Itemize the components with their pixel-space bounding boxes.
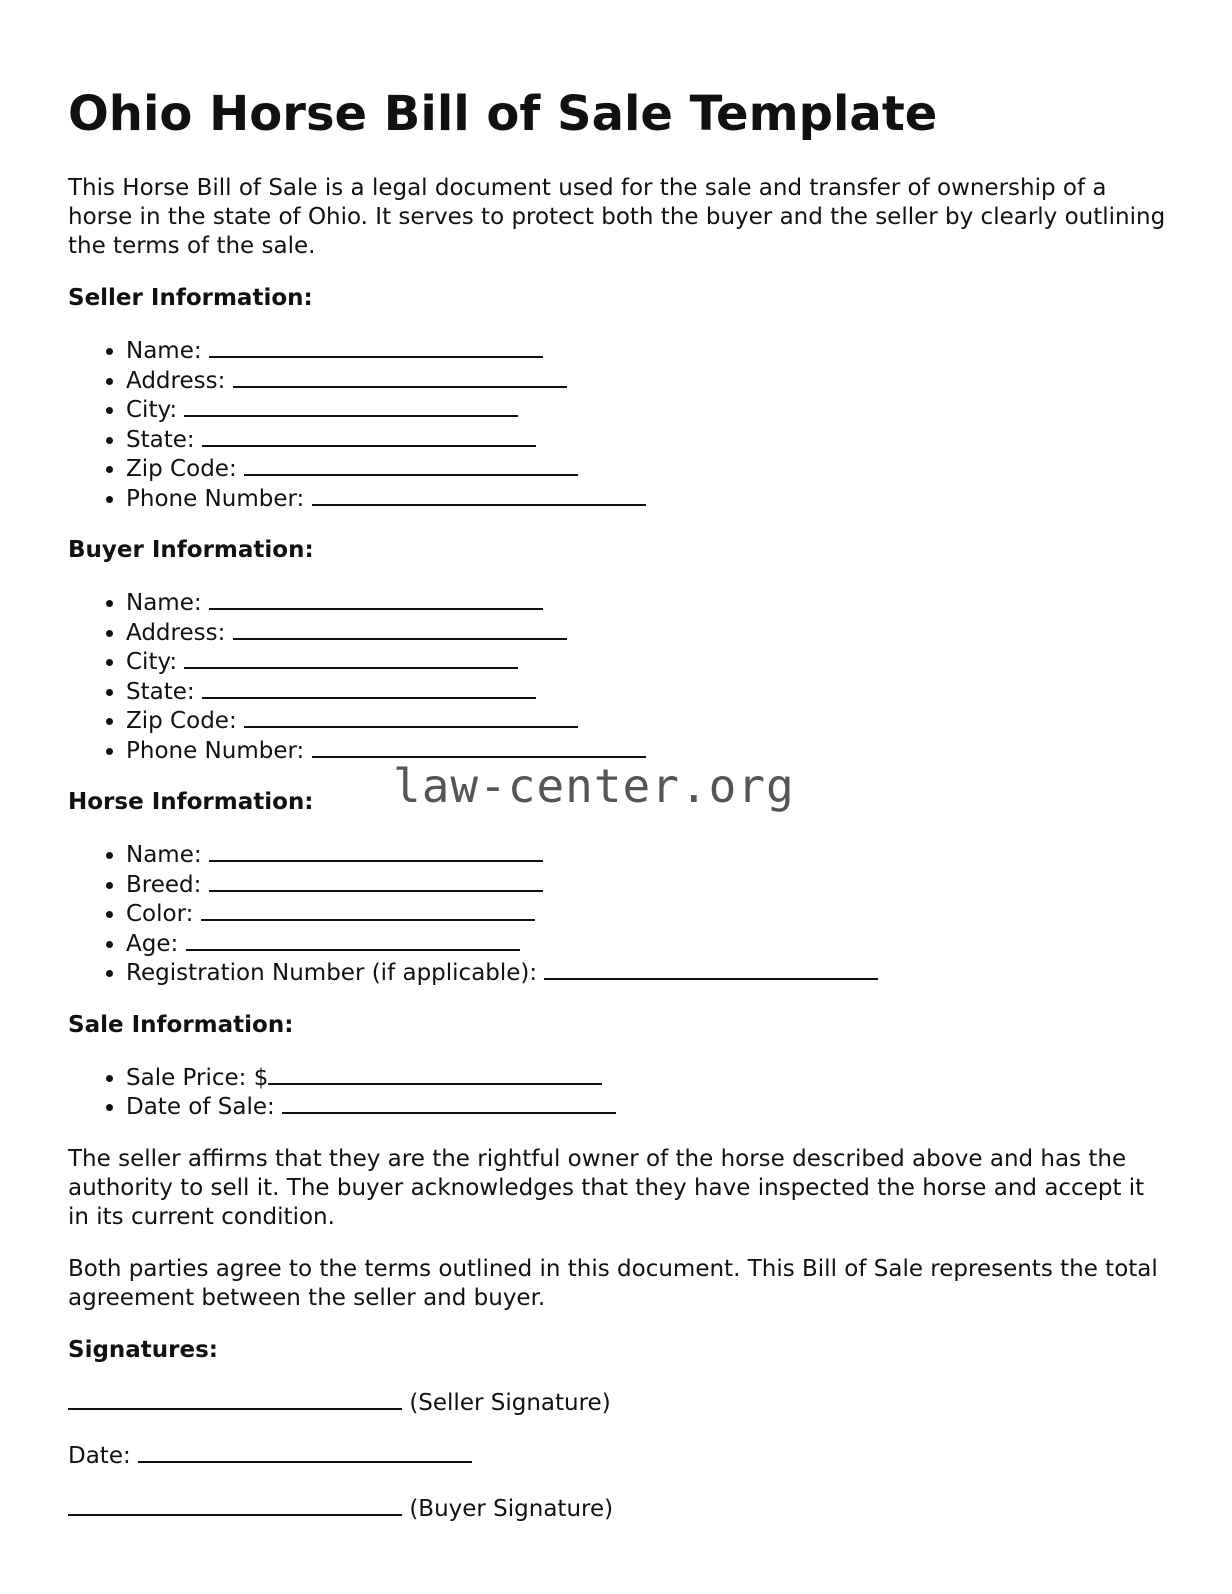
field-label: Registration Number (if applicable): <box>126 960 538 986</box>
fill-blank[interactable] <box>209 588 543 610</box>
field-label: Sale Price: $ <box>126 1064 269 1091</box>
seller-phone-field <box>126 484 1168 514</box>
fill-blank[interactable] <box>209 840 543 862</box>
sale-price-field <box>126 1063 1168 1093</box>
field-label: Address: <box>126 619 226 646</box>
fill-blank[interactable] <box>201 899 535 921</box>
fill-blank[interactable] <box>202 425 536 447</box>
fill-blank[interactable] <box>233 618 567 640</box>
seller-address-field <box>126 366 1168 396</box>
horse-color-field <box>126 899 1168 929</box>
seller-name-field <box>126 336 1168 366</box>
field-label: Name: <box>126 338 202 364</box>
seller-signature-label: (Seller Signature) <box>409 1389 611 1416</box>
buyer-signature-label: (Buyer Signature) <box>409 1495 614 1522</box>
buyer-name-field <box>126 588 1168 618</box>
field-label: Phone Number: <box>126 737 305 764</box>
seller-state-field <box>126 425 1168 455</box>
page-title: Ohio Horse Bill of Sale Template <box>68 86 938 142</box>
fill-blank[interactable] <box>244 454 578 476</box>
buyer-zip-field <box>126 706 1168 736</box>
sale-heading: Sale Information: <box>68 1011 294 1038</box>
horse-heading: Horse Information: <box>68 789 314 815</box>
buyer-heading: Buyer Information: <box>68 537 314 563</box>
field-label: Age: <box>126 930 179 957</box>
sale-fields <box>68 1063 1168 1122</box>
fill-blank[interactable] <box>209 870 543 892</box>
fill-blank[interactable] <box>184 395 518 417</box>
field-label: City: <box>126 649 178 675</box>
field-label: Name: <box>126 842 202 868</box>
signatures-heading: Signatures: <box>68 1336 219 1363</box>
field-label: Breed: <box>126 871 202 898</box>
field-label: Phone Number: <box>126 485 305 512</box>
horse-age-field <box>126 929 1168 959</box>
buyer-city-field <box>126 647 1168 677</box>
fill-blank[interactable] <box>312 736 646 758</box>
field-label: Color: <box>126 901 194 927</box>
buyer-signature-line <box>68 1494 1168 1524</box>
fill-blank[interactable] <box>268 1063 602 1085</box>
date-blank[interactable] <box>138 1441 472 1463</box>
seller-heading: Seller Information: <box>68 285 313 311</box>
horse-fields <box>68 840 1168 988</box>
sale-date-field <box>126 1092 1168 1122</box>
field-label: Zip Code: <box>126 456 237 482</box>
signature-date-line <box>68 1441 1168 1471</box>
field-label: Address: <box>126 367 226 394</box>
fill-blank[interactable] <box>233 366 567 388</box>
field-label: Name: <box>126 590 202 616</box>
signature-blank[interactable] <box>68 1388 402 1410</box>
fill-blank[interactable] <box>202 677 536 699</box>
intro-paragraph: This Horse Bill of Sale is a legal document used for the sale and transfer of ownership of a horse in the state of Ohio. It serves to protect both the buyer and the seller by clearly outlining the terms of the sale. <box>68 175 1166 259</box>
horse-registration-field <box>126 958 1168 988</box>
field-label: State: <box>126 426 195 453</box>
fill-blank[interactable] <box>544 958 878 980</box>
date-label: Date: <box>68 1442 131 1469</box>
seller-fields <box>68 336 1168 513</box>
buyer-state-field <box>126 677 1168 707</box>
seller-city-field <box>126 395 1168 425</box>
horse-name-field <box>126 840 1168 870</box>
fill-blank[interactable] <box>312 484 646 506</box>
watermark-text: law-center.org <box>393 759 795 813</box>
field-label: Date of Sale: <box>126 1094 275 1120</box>
fill-blank[interactable] <box>282 1092 616 1114</box>
horse-breed-field <box>126 870 1168 900</box>
agreement-paragraph: Both parties agree to the terms outlined in this document. This Bill of Sale represents the total agreement between the seller and buyer. <box>68 1255 1158 1311</box>
fill-blank[interactable] <box>244 706 578 728</box>
seller-signature-line <box>68 1388 1168 1418</box>
seller-zip-field <box>126 454 1168 484</box>
fill-blank[interactable] <box>186 929 520 951</box>
field-label: Zip Code: <box>126 708 237 734</box>
signature-blank[interactable] <box>68 1494 402 1516</box>
affirmation-paragraph: The seller affirms that they are the rightful owner of the horse described above and has the authority to sell it. The buyer acknowledges that they have inspected the horse and accept it in its current condition. <box>68 1145 1145 1230</box>
buyer-fields <box>68 588 1168 765</box>
field-label: City: <box>126 397 178 423</box>
field-label: State: <box>126 678 195 705</box>
fill-blank[interactable] <box>209 336 543 358</box>
fill-blank[interactable] <box>184 647 518 669</box>
buyer-address-field <box>126 618 1168 648</box>
document-page <box>68 84 1168 1547</box>
